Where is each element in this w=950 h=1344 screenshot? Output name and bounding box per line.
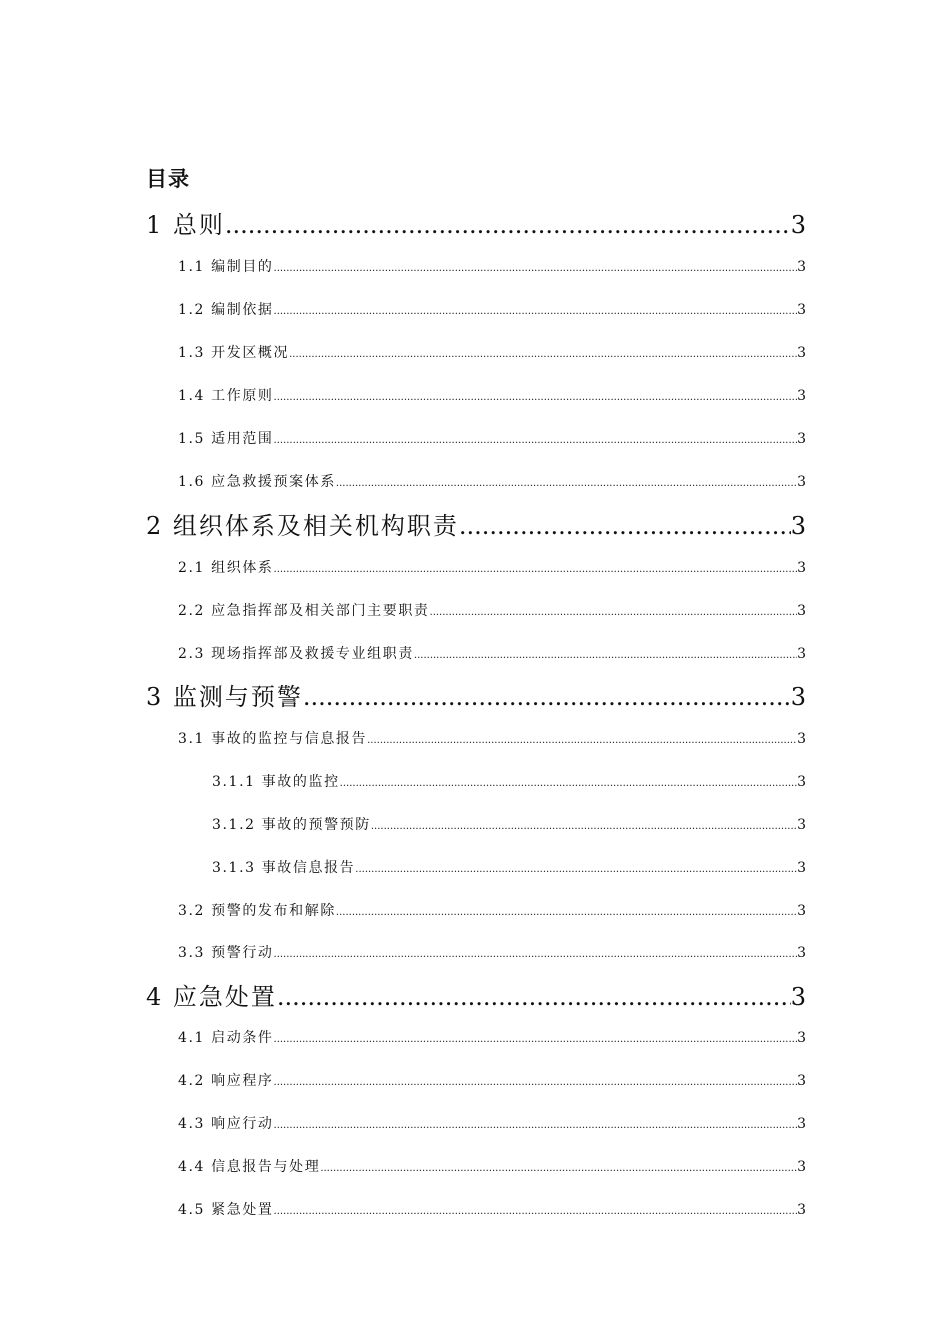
toc-page-number: 3 [797, 1202, 806, 1218]
toc-entry-label: 1.2 编制依据 [178, 302, 274, 318]
toc-entry-2[interactable] [146, 506, 806, 540]
toc-entry-label: 1.5 适用范围 [178, 431, 274, 447]
toc-page-number: 3 [797, 731, 806, 747]
toc-page-number: 3 [790, 683, 806, 711]
toc-dot-leader [274, 1034, 798, 1045]
toc-dot-leader [414, 650, 797, 661]
toc-entry-label: 4.5 紧急处置 [178, 1202, 274, 1218]
toc-entry-label: 2.1 组织体系 [178, 560, 274, 576]
toc-entry-1-1[interactable] [178, 256, 806, 276]
toc-entry-2-1[interactable] [178, 557, 806, 577]
toc-page-number: 3 [797, 302, 806, 318]
toc-entry-4[interactable] [146, 977, 806, 1011]
toc-dot-leader [274, 1077, 798, 1088]
toc-entry-label: 1.3 开发区概况 [178, 345, 290, 361]
toc-entry-3[interactable] [146, 677, 806, 711]
toc-dot-leader [340, 778, 797, 789]
toc-dot-leader [274, 392, 798, 403]
toc-entry-label: 3.1.1 事故的监控 [212, 774, 340, 790]
toc-entry-4-2[interactable] [178, 1070, 806, 1090]
toc-dot-leader [367, 735, 797, 746]
toc-dot-leader [355, 864, 797, 875]
toc-entry-label: 3 监测与预警 [146, 683, 303, 711]
toc-entry-label: 4.4 信息报告与处理 [178, 1159, 321, 1175]
toc-page-number: 3 [797, 388, 806, 404]
toc-entry-label: 1.6 应急救援预案体系 [178, 474, 336, 490]
toc-page-number: 3 [797, 774, 806, 790]
toc-entry-1-2[interactable] [178, 299, 806, 319]
toc-entry-3-1-1[interactable] [212, 771, 806, 791]
toc-dot-leader [303, 683, 791, 711]
toc-dot-leader [274, 564, 798, 575]
toc-dot-leader [274, 306, 798, 317]
toc-dot-leader [277, 983, 791, 1011]
toc-page-number: 3 [797, 1030, 806, 1046]
toc-entry-label: 1.1 编制目的 [178, 259, 274, 275]
toc-entry-label: 2.2 应急指挥部及相关部门主要职责 [178, 603, 430, 619]
toc-dot-leader [274, 1206, 798, 1217]
toc-entry-label: 3.1.2 事故的预警预防 [212, 817, 371, 833]
toc-entry-label: 4.1 启动条件 [178, 1030, 274, 1046]
toc-page-number: 3 [797, 945, 806, 961]
toc-entry-label: 3.3 预警行动 [178, 945, 274, 961]
toc-entry-1-5[interactable] [178, 428, 806, 448]
toc-page-number: 3 [797, 646, 806, 662]
toc-entry-3-1-3[interactable] [212, 857, 806, 877]
toc-entry-label: 3.1.3 事故信息报告 [212, 860, 356, 876]
toc-entry-label: 3.2 预警的发布和解除 [178, 903, 336, 919]
toc-page-number: 3 [797, 817, 806, 833]
toc-entry-4-5[interactable] [178, 1199, 806, 1219]
toc-dot-leader [289, 349, 797, 360]
toc-entry-3-1-2[interactable] [212, 814, 806, 834]
toc-page-number: 3 [797, 259, 806, 275]
toc-page-number: 3 [797, 1116, 806, 1132]
toc-entry-label: 4.2 响应程序 [178, 1073, 274, 1089]
toc-page-number: 3 [797, 603, 806, 619]
toc-page-number: 3 [797, 560, 806, 576]
toc-page-number: 3 [797, 474, 806, 490]
toc-entry-1-3[interactable] [178, 342, 806, 362]
toc-entry-1-4[interactable] [178, 385, 806, 405]
toc-entry-label: 2.3 现场指挥部及救援专业组职责 [178, 646, 414, 662]
toc-dot-leader [336, 478, 797, 489]
toc-dot-leader [459, 512, 791, 540]
toc-dot-leader [274, 435, 798, 446]
toc-entry-1[interactable] [146, 205, 806, 239]
toc-page-number: 3 [797, 903, 806, 919]
toc-title: 目录 [146, 167, 190, 191]
toc-page-number: 3 [790, 211, 806, 239]
toc-dot-leader [225, 211, 791, 239]
toc-dot-leader [274, 263, 798, 274]
toc-dot-leader [371, 821, 797, 832]
toc-page-number: 3 [797, 1073, 806, 1089]
toc-entry-4-1[interactable] [178, 1027, 806, 1047]
toc-entry-2-3[interactable] [178, 643, 806, 663]
toc-entry-label: 1.4 工作原则 [178, 388, 274, 404]
toc-dot-leader [320, 1163, 797, 1174]
toc-entry-label: 2 组织体系及相关机构职责 [146, 512, 459, 540]
toc-page-number: 3 [797, 860, 806, 876]
toc-entry-3-1[interactable] [178, 728, 806, 748]
toc-entry-label: 1 总则 [146, 211, 225, 239]
toc-entry-label: 3.1 事故的监控与信息报告 [178, 731, 368, 747]
toc-dot-leader [430, 607, 798, 618]
toc-entry-3-3[interactable] [178, 942, 806, 962]
toc-entry-4-4[interactable] [178, 1156, 806, 1176]
toc-entry-2-2[interactable] [178, 600, 806, 620]
toc-page-number: 3 [797, 1159, 806, 1175]
toc-page-number: 3 [790, 983, 806, 1011]
toc-dot-leader [274, 1120, 798, 1131]
toc-entry-label: 4 应急处置 [146, 983, 277, 1011]
toc-page-number: 3 [797, 431, 806, 447]
toc-page-number: 3 [797, 345, 806, 361]
toc-entry-label: 4.3 响应行动 [178, 1116, 274, 1132]
toc-page-number: 3 [790, 512, 806, 540]
toc-dot-leader [274, 949, 798, 960]
toc-entry-4-3[interactable] [178, 1113, 806, 1133]
toc-entry-3-2[interactable] [178, 900, 806, 920]
toc-dot-leader [336, 907, 797, 918]
toc-entry-1-6[interactable] [178, 471, 806, 491]
